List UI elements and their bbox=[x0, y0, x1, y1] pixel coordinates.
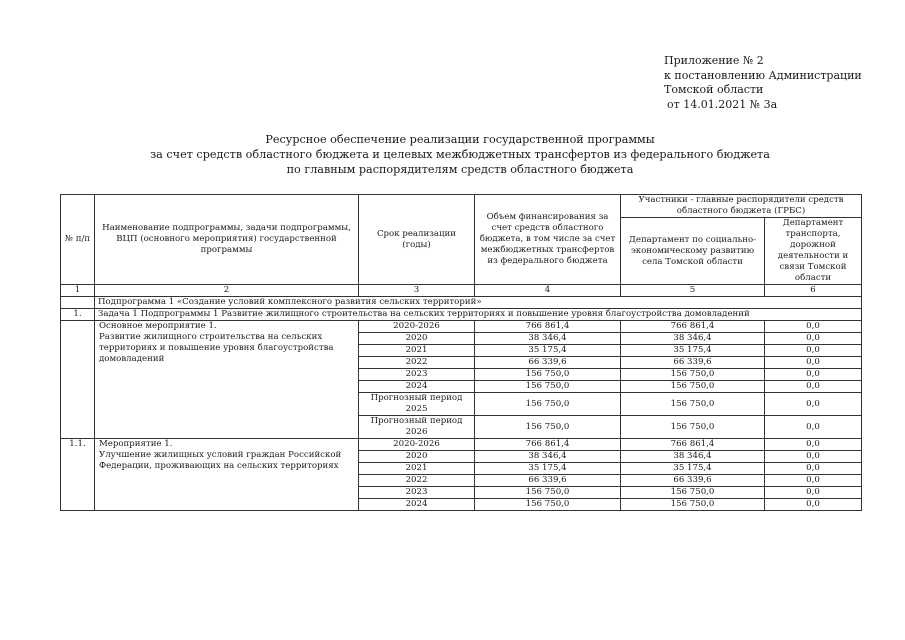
block1-dept1: 156 750,0 bbox=[621, 416, 765, 439]
block1-dept1: 156 750,0 bbox=[621, 393, 765, 416]
block1-name-line2: Развитие жилищного строительства на сельских территориях и повышение уровня благоустройства домовладений bbox=[99, 332, 334, 364]
appendix-line-3: Томской области bbox=[664, 83, 764, 96]
block2-dept2: 0,0 bbox=[765, 439, 862, 451]
block2-dept1: 38 346,4 bbox=[621, 451, 765, 463]
block1-dept2: 0,0 bbox=[765, 416, 862, 439]
block1-dept1: 766 861,4 bbox=[621, 321, 765, 333]
subprogram-title: Подпрограмма 1 «Создание условий комплексного развития сельских территорий» bbox=[95, 297, 862, 309]
header-term: Срок реализации (годы) bbox=[359, 195, 475, 285]
block2-dept2: 0,0 bbox=[765, 475, 862, 487]
block2-term: 2024 bbox=[359, 499, 475, 511]
block2-volume: 766 861,4 bbox=[475, 439, 621, 451]
block1-volume: 766 861,4 bbox=[475, 321, 621, 333]
col-number: 4 bbox=[475, 285, 621, 297]
block2-name bbox=[95, 439, 359, 511]
block2-dept2: 0,0 bbox=[765, 463, 862, 475]
block2-volume: 35 175,4 bbox=[475, 463, 621, 475]
appendix-line-1: Приложение № 2 bbox=[664, 54, 764, 67]
block1-term: 2024 bbox=[359, 381, 475, 393]
block1-dept2: 0,0 bbox=[765, 333, 862, 345]
title-line-2: за счет средств областного бюджета и целевых межбюджетных трансфертов из федерального бюджета bbox=[150, 148, 770, 161]
block1-dept2: 0,0 bbox=[765, 369, 862, 381]
block1-term: 2021 bbox=[359, 345, 475, 357]
block1-dept1: 38 346,4 bbox=[621, 333, 765, 345]
block1-dept2: 0,0 bbox=[765, 381, 862, 393]
appendix-header bbox=[664, 54, 862, 112]
block1-num bbox=[61, 321, 95, 439]
block2-dept2: 0,0 bbox=[765, 487, 862, 499]
block2-term: 2020-2026 bbox=[359, 439, 475, 451]
block2-dept2: 0,0 bbox=[765, 499, 862, 511]
block2-term: 2022 bbox=[359, 475, 475, 487]
block2-term: 2020 bbox=[359, 451, 475, 463]
block1-term: 2020 bbox=[359, 333, 475, 345]
block1-dept1: 156 750,0 bbox=[621, 369, 765, 381]
title-line-3: по главным распорядителям средств областного бюджета bbox=[286, 163, 634, 176]
block2-num: 1.1. bbox=[61, 439, 95, 511]
col-number: 5 bbox=[621, 285, 765, 297]
block1-term: Прогнозный период 2025 bbox=[359, 393, 475, 416]
block2-volume: 66 339,6 bbox=[475, 475, 621, 487]
block1-term: Прогнозный период 2026 bbox=[359, 416, 475, 439]
document-title bbox=[60, 132, 860, 177]
block2-name-line2: Улучшение жилищных условий граждан Российской Федерации, проживающих на сельских территориях bbox=[99, 450, 342, 471]
header-participants: Участники - главные распорядители средств областного бюджета (ГРБС) bbox=[621, 195, 862, 218]
block1-dept1: 35 175,4 bbox=[621, 345, 765, 357]
block2-term: 2023 bbox=[359, 487, 475, 499]
block1-term: 2023 bbox=[359, 369, 475, 381]
block1-term: 2020-2026 bbox=[359, 321, 475, 333]
subprogram-num-cell bbox=[61, 297, 95, 309]
resource-table bbox=[60, 194, 862, 511]
block2-dept1: 35 175,4 bbox=[621, 463, 765, 475]
col-number: 3 bbox=[359, 285, 475, 297]
block2-dept1: 766 861,4 bbox=[621, 439, 765, 451]
block2-dept1: 156 750,0 bbox=[621, 499, 765, 511]
block2-dept2: 0,0 bbox=[765, 451, 862, 463]
block1-volume: 66 339,6 bbox=[475, 357, 621, 369]
block1-dept1: 66 339,6 bbox=[621, 357, 765, 369]
block1-volume: 38 346,4 bbox=[475, 333, 621, 345]
header-num: № п/п bbox=[61, 195, 95, 285]
block1-volume: 156 750,0 bbox=[475, 381, 621, 393]
header-dept1: Департамент по социально-экономическому развитию села Томской области bbox=[621, 218, 765, 285]
col-number: 1 bbox=[61, 285, 95, 297]
col-number: 2 bbox=[95, 285, 359, 297]
block2-volume: 156 750,0 bbox=[475, 499, 621, 511]
block1-dept2: 0,0 bbox=[765, 321, 862, 333]
block1-dept2: 0,0 bbox=[765, 393, 862, 416]
block1-name bbox=[95, 321, 359, 439]
block1-dept2: 0,0 bbox=[765, 357, 862, 369]
task-num: 1. bbox=[61, 309, 95, 321]
block2-volume: 38 346,4 bbox=[475, 451, 621, 463]
block1-volume: 156 750,0 bbox=[475, 416, 621, 439]
block2-name-line1: Мероприятие 1. bbox=[99, 439, 173, 449]
block2-volume: 156 750,0 bbox=[475, 487, 621, 499]
appendix-line-4: от 14.01.2021 № 3а bbox=[667, 97, 778, 111]
title-line-1: Ресурсное обеспечение реализации государственной программы bbox=[265, 133, 655, 146]
col-number: 6 bbox=[765, 285, 862, 297]
header-volume: Объем финансирования за счет средств областного бюджета, в том числе за счет межбюджетных трансфертов из федерального бюджета bbox=[475, 195, 621, 285]
header-dept2: Департамент транспорта, дорожной деятельности и связи Томской области bbox=[765, 218, 862, 285]
task-title: Задача 1 Подпрограммы 1 Развитие жилищного строительства на сельских территориях и повышение уровня благоустройства домовладений bbox=[95, 309, 862, 321]
block1-dept2: 0,0 bbox=[765, 345, 862, 357]
block2-dept1: 156 750,0 bbox=[621, 487, 765, 499]
block2-dept1: 66 339,6 bbox=[621, 475, 765, 487]
block1-volume: 156 750,0 bbox=[475, 369, 621, 381]
block1-term: 2022 bbox=[359, 357, 475, 369]
header-name: Наименование подпрограммы, задачи подпрограммы, ВЦП (основного мероприятия) государственной программы bbox=[95, 195, 359, 285]
block1-name-line1: Основное мероприятие 1. bbox=[99, 321, 217, 331]
block1-volume: 35 175,4 bbox=[475, 345, 621, 357]
block2-term: 2021 bbox=[359, 463, 475, 475]
block1-volume: 156 750,0 bbox=[475, 393, 621, 416]
appendix-line-2: к постановлению Администрации bbox=[664, 68, 862, 82]
block1-dept1: 156 750,0 bbox=[621, 381, 765, 393]
